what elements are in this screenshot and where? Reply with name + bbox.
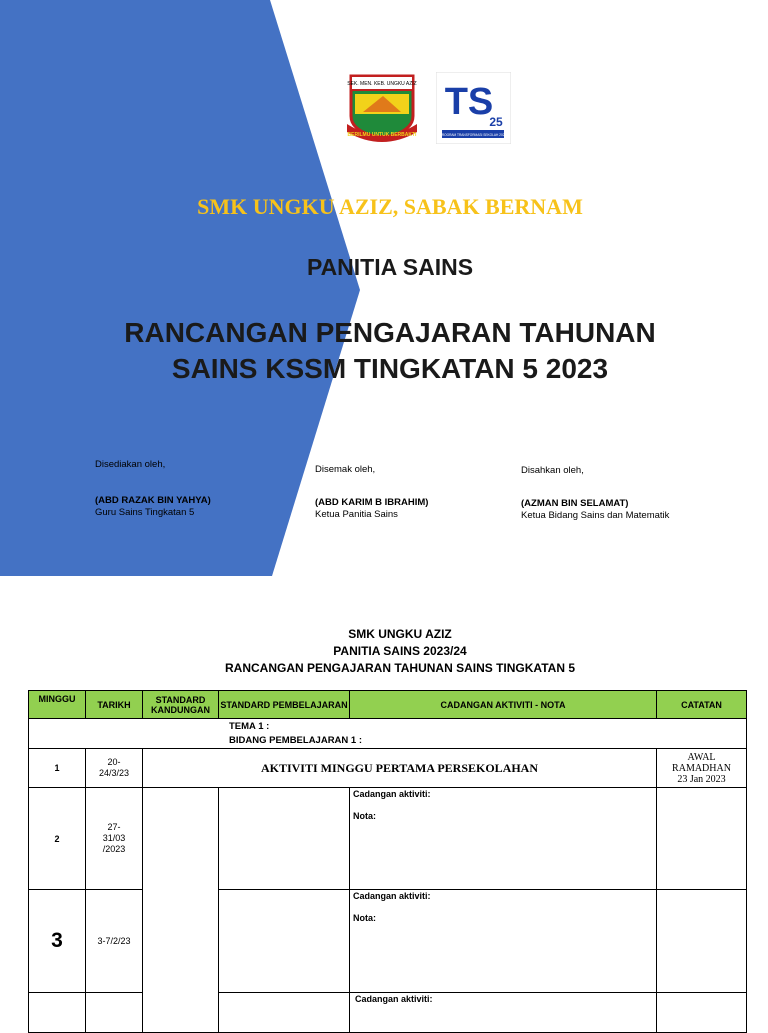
signatory-name: (ABD RAZAK BIN YAHYA): [95, 495, 211, 506]
department-title: PANITIA SAINS: [306, 254, 474, 280]
week-number: 2: [29, 788, 86, 890]
plan-header-title: RANCANGAN PENGAJARAN TAHUNAN SAINS TINGKATAN 5: [224, 661, 575, 675]
document-title: [0, 315, 768, 387]
svg-text:SEK. MEN. KEB. UNGKU AZIZ: SEK. MEN. KEB. UNGKU AZIZ: [347, 81, 417, 87]
document-title-line2: SAINS KSSM TINGKATAN 5 2023: [171, 353, 609, 384]
week-date: 3-7/2/23: [86, 890, 143, 993]
week1-note: AWAL RAMADHAN 23 Jan 2023: [656, 749, 746, 787]
signatory-role: Disahkan oleh,: [521, 465, 584, 476]
week-date: [86, 993, 143, 1033]
table-header-row: [29, 691, 747, 719]
week-date: 27- 31/03 /2023: [86, 788, 143, 890]
content-standard-cell: [143, 788, 219, 1033]
col-header-notes: CATATAN: [657, 691, 747, 719]
signatory-name: (ABD KARIM B IBRAHIM): [315, 497, 429, 508]
activity-label: Cadangan aktiviti:: [355, 994, 433, 1004]
remarks-cell: [657, 993, 747, 1033]
svg-text:TS: TS: [444, 81, 494, 123]
document-title-line1: RANCANGAN PENGAJARAN TAHUNAN: [124, 317, 656, 348]
signatory-position: Guru Sains Tingkatan 5: [95, 507, 195, 518]
remarks-cell: [657, 890, 747, 993]
col-header-week: MINGGU: [29, 691, 86, 719]
activity-cell: [350, 788, 657, 890]
school-title: SMK UNGKU AZIZ, SABAK BERNAM: [197, 194, 583, 219]
table-row: [29, 890, 747, 993]
activity-label: Cadangan aktiviti:: [353, 789, 431, 799]
signatory-position: Ketua Panitia Sains: [315, 509, 398, 520]
svg-text:BERILMU UNTUK BERBAKTI: BERILMU UNTUK BERBAKTI: [347, 132, 417, 138]
table-row: [29, 993, 747, 1033]
activity-label: Cadangan aktiviti:: [353, 891, 431, 901]
theme-cell: [29, 719, 747, 749]
signatory-position: Ketua Bidang Sains dan Matematik: [521, 510, 670, 521]
theme-row: [29, 719, 747, 749]
svg-text:PROGRAM TRANSFORMASI SEKOLAH 2: PROGRAM TRANSFORMASI SEKOLAH 2025: [439, 133, 507, 137]
school-crest-logo: [343, 72, 421, 142]
week1-activity: AKTIVITI MINGGU PERTAMA PERSEKOLAHAN: [260, 760, 539, 775]
col-header-activity: CADANGAN AKTIVITI - NOTA: [350, 691, 657, 719]
learning-standard-cell: [219, 788, 350, 890]
week-number: 3: [29, 890, 86, 993]
table-row: [29, 749, 747, 788]
col-header-learning-standard: STANDARD PEMBELAJARAN: [219, 691, 350, 719]
notes-label: Nota:: [353, 811, 376, 821]
activity-cell: [350, 890, 657, 993]
yearly-plan-table: [28, 690, 747, 1033]
signatory-name: (AZMAN BIN SELAMAT): [521, 498, 629, 509]
week-number: 1: [29, 749, 86, 788]
col-header-content-standard: STANDARD KANDUNGAN: [143, 691, 219, 719]
ts25-logo: [436, 72, 511, 144]
notes-label: Nota:: [353, 913, 376, 923]
week-number: [29, 993, 86, 1033]
svg-text:25: 25: [489, 115, 503, 129]
plan-header-school: SMK UNGKU AZIZ: [348, 627, 452, 641]
learning-standard-cell: [219, 993, 350, 1033]
signatory-role: Disemak oleh,: [315, 464, 376, 475]
week1-activity-cell: [143, 749, 747, 788]
remarks-cell: [657, 788, 747, 890]
week-date: 20- 24/3/23: [86, 749, 143, 788]
signatory-role: Disediakan oleh,: [95, 459, 166, 470]
learning-area-label: BIDANG PEMBELAJARAN 1 :: [229, 734, 363, 746]
table-row: [29, 788, 747, 890]
plan-header-panitia: PANITIA SAINS 2023/24: [333, 644, 467, 658]
theme-label: TEMA 1 :: [229, 720, 270, 732]
col-header-date: TARIKH: [86, 691, 143, 719]
learning-standard-cell: [219, 890, 350, 993]
activity-cell: [350, 993, 657, 1033]
